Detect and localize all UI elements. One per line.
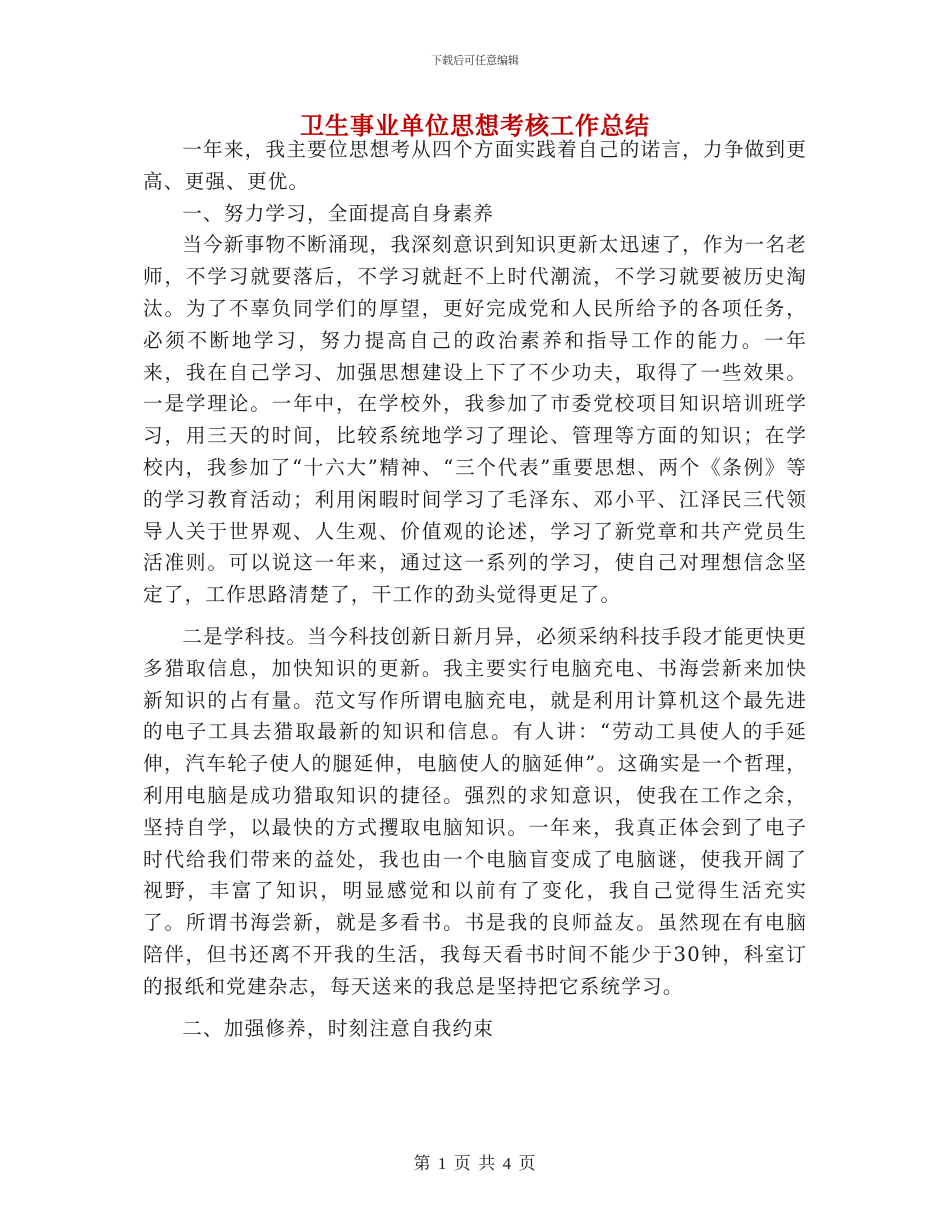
paragraph-intro: 一年来，我主要位思想考从四个方面实践着自己的诺言，力争做到更高、更强、更优。 — [143, 138, 807, 193]
page-header: 下载后可任意编辑 — [431, 54, 519, 67]
footer-page-number: 1 — [437, 1154, 448, 1173]
footer-mid: 页 共 — [453, 1154, 497, 1174]
document-title: 卫生事业单位思想考核工作总结 — [300, 111, 650, 140]
paragraph-study-technology: 二是学科技。当今科技创新日新月异，必须采纳科技手段才能更快更多猎取信息，加快知识的更新。我主要实行电脑充电、书海尝新来加快新知识的占有量。范文写作所谓电脑充电，就是利用计算机这个最先进的电子工具去猎取最新的知识和信息。有人讲：“劳动工具使人的手延伸，汽车轮子使人的腿延伸，电脑使人的脑延伸”。这确实是一个哲理，利用电脑是成功猎取知识的捷径。强烈的求知意识，使我在工作之余，坚持自学，以最快的方式攫取电脑知识。一年来，我真正体会到了电子时代给我们带来的益处，我也由一个电脑盲变成了电脑谜，使我开阔了视野，丰富了知识，明显感觉和以前有了变化，我自己觉得生活充实了。所谓书海尝新，就是多看书。书是我的良师益友。虽然现在有电脑陪伴，但书还离不开我的生活，我每天看书时间不能少于30钟，科室订的报纸和党建杂志，每天送来的我总是坚持把它系统学习。 — [143, 624, 807, 998]
page-footer — [0, 1152, 950, 1176]
paragraph-study-theory: 当今新事物不断涌现，我深刻意识到知识更新太迅速了，作为一名老师，不学习就要落后，不学习就赶不上时代潮流，不学习就要被历史淘汰。为了不辜负同学们的厚望，更好完成党和人民所给予的各项任务，必须不断地学习，努力提高自己的政治素养和指导工作的能力。一年来，我在自己学习、加强思想建设上下了不少功夫，取得了一些效果。一是学理论。一年中，在学校外，我参加了市委党校项目知识培训班学习，用三天的时间，比较系统地学习了理论、管理等方面的知识；在学校内，我参加了“十六大”精神、“三个代表”重要思想、两个《条例》等的学习教育活动；利用闲暇时间学习了毛泽东、邓小平、江泽民三代领导人关于世界观、人生观、价值观的论述，学习了新党章和共产党员生活准则。可以说这一年来，通过这一系列的学习，使自己对理想信念坚定了，工作思路清楚了，干工作的劲头觉得更足了。 — [143, 233, 807, 607]
footer-prefix: 第 — [413, 1154, 432, 1174]
footer-suffix: 页 — [518, 1154, 537, 1174]
section-heading-2: 二、加强修养，时刻注意自我约束 — [182, 1016, 495, 1040]
document-body — [143, 134, 807, 1044]
section-heading-1: 一、努力学习，全面提高自身素养 — [182, 201, 495, 225]
footer-total-pages: 4 — [502, 1154, 513, 1173]
